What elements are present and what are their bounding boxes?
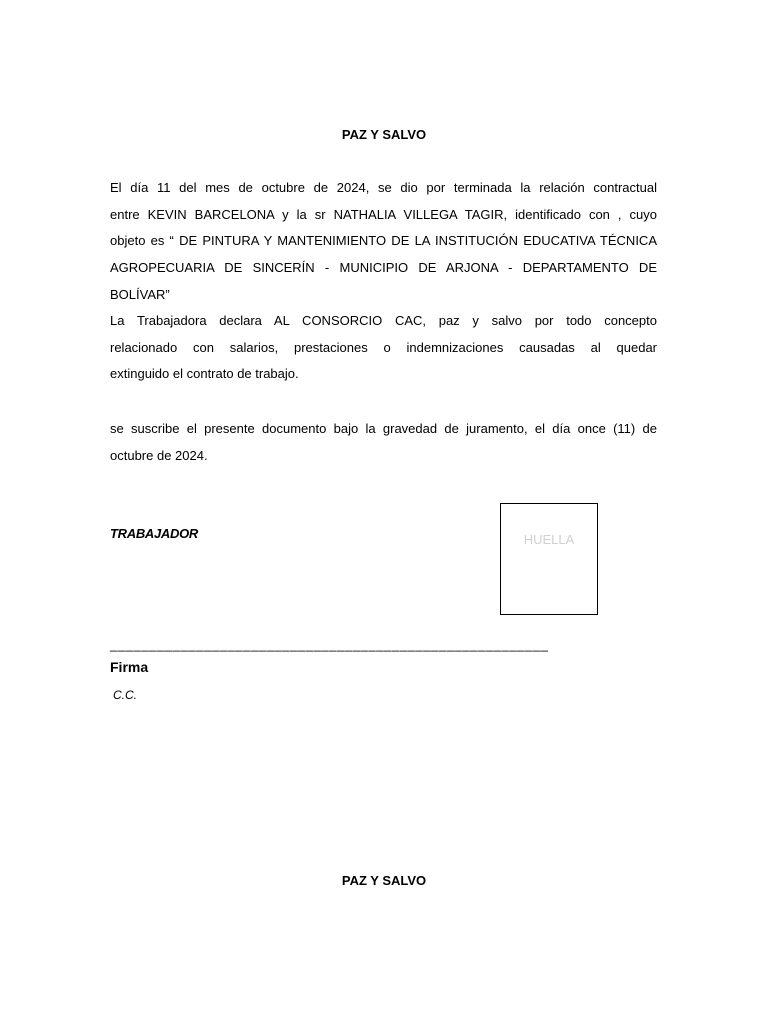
paragraph-line: objeto es “ DE PINTURA Y MANTENIMIENTO DE LA INSTITUCIÓN EDUCATIVA TÉCNICA: [110, 233, 657, 249]
trabajador-label: TRABAJADOR: [110, 526, 199, 541]
fingerprint-box: [500, 503, 598, 615]
paragraph-line: AGROPECUARIA DE SINCERÍN - MUNICIPIO DE ARJONA - DEPARTAMENTO DE BOLÍVAR”: [110, 260, 657, 302]
paragraph-declaration: [110, 308, 657, 388]
cc-label: C.C.: [113, 688, 137, 702]
paragraph-line: La Trabajadora declara AL CONSORCIO CAC, paz y salvo por todo concepto: [110, 313, 657, 328]
second-page-title: PAZ Y SALVO: [341, 873, 427, 888]
paragraph-line: relacionado con salarios, prestaciones o indemnizaciones causadas al quedar: [110, 339, 657, 355]
paragraph-line: extinguido el contrato de trabajo.: [110, 366, 299, 382]
paragraph-termination: [110, 175, 657, 309]
document-title: PAZ Y SALVO: [341, 127, 427, 142]
paragraph-line: El día 11 del mes de octubre de 2024, se dio por terminada la relación contractual: [110, 180, 657, 195]
paragraph-line: entre KEVIN BARCELONA y la sr NATHALIA VILLEGA TAGIR, identificado con , cuyo: [110, 206, 657, 222]
paragraph-oath: [110, 416, 657, 469]
firma-label: Firma: [110, 659, 149, 675]
paragraph-line: octubre de 2024.: [110, 447, 208, 463]
signature-line: ________________________________________________________: [110, 637, 549, 652]
huella-label: HUELLA: [523, 532, 575, 547]
paragraph-line: se suscribe el presente documento bajo la gravedad de juramento, el día once (11) de: [110, 421, 657, 436]
